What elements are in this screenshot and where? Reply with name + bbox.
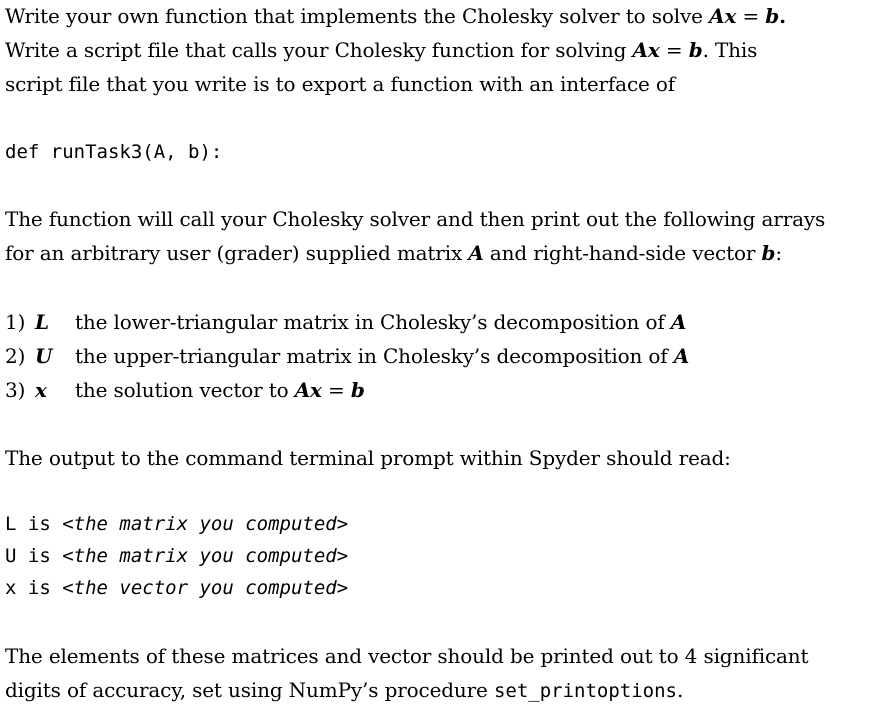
code-signature: def runTask3(A, b):: [5, 141, 223, 163]
list-item: 2) U the upper-triangular matrix in Cholesky’s decomposition of A: [5, 344, 690, 368]
output-line-u: U is <the matrix you computed>: [5, 545, 349, 567]
para2-line1: The function will call your Cholesky solver and then print out the following arrays: [5, 207, 826, 231]
para1-line2: Write a script file that calls your Cholesky function for solving Ax = b. This: [5, 38, 758, 62]
output-line-x: x is <the vector you computed>: [5, 577, 349, 599]
para2-line2: for an arbitrary user (grader) supplied matrix A and right-hand-side vector b:: [5, 241, 782, 265]
para3-line1: The elements of these matrices and vector should be printed out to 4 significant: [5, 644, 809, 668]
para1-line3: script file that you write is to export a function with an interface of: [5, 72, 676, 96]
para3-line2: digits of accuracy, set using NumPy’s procedure set_printoptions.: [5, 678, 684, 702]
para1-line1: Write your own function that implements the Cholesky solver to solve Ax = b.: [5, 4, 786, 28]
output-intro: The output to the command terminal prompt within Spyder should read:: [5, 446, 731, 470]
list-item: 1) L the lower-triangular matrix in Cholesky’s decomposition of A: [5, 310, 687, 334]
output-line-l: L is <the matrix you computed>: [5, 513, 349, 535]
list-item: 3) x the solution vector to Ax = b: [5, 378, 365, 402]
